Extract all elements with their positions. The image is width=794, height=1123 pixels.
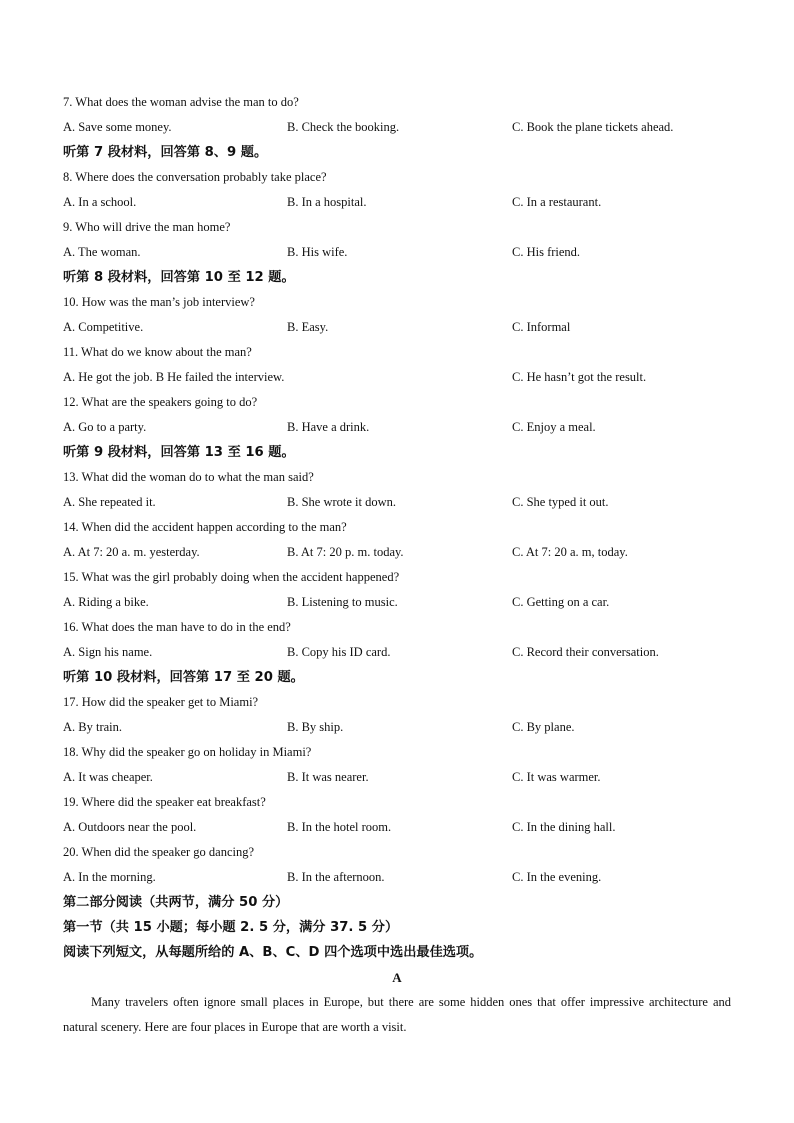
answer-options xyxy=(63,240,731,265)
question: 17. How did the speaker get to Miami? xyxy=(63,695,259,709)
passage-paragraph: Many travelers often ignore small places in Europe, but there are some hidden ones that offer impressive architecture and natural scenery. Here are four places in Europe that are worth a visit. xyxy=(63,995,731,1034)
answer-options xyxy=(63,115,731,140)
option-c: C. Record their conversation. xyxy=(512,645,659,659)
option-a: A. In a school. xyxy=(63,195,137,209)
section-heading: 阅读下列短文，从每题所给的 A、B、C、D 四个选项中选出最佳选项。 xyxy=(63,945,483,960)
question: 20. When did the speaker go dancing? xyxy=(63,845,255,859)
section-heading: 第一节（共 15 小题；每小题 2. 5 分，满分 37. 5 分） xyxy=(63,920,399,935)
option-a: A. Outdoors near the pool. xyxy=(63,820,197,834)
option-c: C. He hasn’t got the result. xyxy=(512,370,647,384)
question: 13. What did the woman do to what the man said? xyxy=(63,470,314,484)
option-b: B. Easy. xyxy=(287,320,329,334)
answer-options xyxy=(63,540,731,565)
question: 18. Why did the speaker go on holiday in Miami? xyxy=(63,745,312,759)
answer-options xyxy=(63,715,731,740)
option-b: B. At 7: 20 p. m. today. xyxy=(287,545,404,559)
exam-page xyxy=(63,90,731,1040)
option-c: C. At 7: 20 a. m, today. xyxy=(512,545,628,559)
question: 19. Where did the speaker eat breakfast? xyxy=(63,795,266,809)
option-a: A. She repeated it. xyxy=(63,495,156,509)
answer-options xyxy=(63,190,731,215)
option-c: C. Getting on a car. xyxy=(512,595,610,609)
option-a: A. Go to a party. xyxy=(63,420,147,434)
option-b: B. She wrote it down. xyxy=(287,495,397,509)
option-a: A. Save some money. xyxy=(63,120,172,134)
option-b: B. Check the booking. xyxy=(287,120,400,134)
answer-options xyxy=(63,640,731,665)
answer-options xyxy=(63,415,731,440)
question: 7. What does the woman advise the man to do? xyxy=(63,95,299,109)
option-b: B. It was nearer. xyxy=(287,770,369,784)
option-a: A. The woman. xyxy=(63,245,141,259)
option-c: C. Informal xyxy=(512,320,571,334)
option-c: C. She typed it out. xyxy=(512,495,609,509)
answer-options xyxy=(63,815,731,840)
option-c: C. His friend. xyxy=(512,245,581,259)
option-b: B. In a hospital. xyxy=(287,195,367,209)
option-a: A. By train. xyxy=(63,720,123,734)
option-c: C. Enjoy a meal. xyxy=(512,420,596,434)
option-c: C. It was warmer. xyxy=(512,770,601,784)
question: 9. Who will drive the man home? xyxy=(63,220,231,234)
question: 15. What was the girl probably doing when the accident happened? xyxy=(63,570,400,584)
option-b: B. In the hotel room. xyxy=(287,820,392,834)
option-b: B. In the afternoon. xyxy=(287,870,385,884)
option-b: B. Copy his ID card. xyxy=(287,645,391,659)
question: 16. What does the man have to do in the end? xyxy=(63,620,291,634)
option-a: A. Sign his name. xyxy=(63,645,153,659)
section-heading: 听第 7 段材料，回答第 8、9 题。 xyxy=(63,145,268,160)
passage-title: A xyxy=(392,970,402,985)
section-heading: 听第 10 段材料，回答第 17 至 20 题。 xyxy=(63,670,304,685)
option-b: B. By ship. xyxy=(287,720,344,734)
option-c: C. Book the plane tickets ahead. xyxy=(512,120,674,134)
answer-options xyxy=(63,865,731,890)
answer-options xyxy=(63,765,731,790)
option-c: C. In the dining hall. xyxy=(512,820,616,834)
option-a: A. Riding a bike. xyxy=(63,595,149,609)
option-b: B. Have a drink. xyxy=(287,420,370,434)
option-a: A. It was cheaper. xyxy=(63,770,153,784)
section-heading: 听第 9 段材料，回答第 13 至 16 题。 xyxy=(63,445,295,460)
option-c: C. In the evening. xyxy=(512,870,602,884)
answer-options xyxy=(63,315,731,340)
option-a: A. In the morning. xyxy=(63,870,156,884)
option-b: B. His wife. xyxy=(287,245,348,259)
option-c: C. In a restaurant. xyxy=(512,195,602,209)
option-a: A. He got the job. B He failed the interview. xyxy=(63,370,285,384)
section-heading: 第二部分阅读（共两节，满分 50 分） xyxy=(63,895,289,910)
question: 10. How was the man’s job interview? xyxy=(63,295,255,309)
option-b: B. Listening to music. xyxy=(287,595,398,609)
section-heading: 听第 8 段材料，回答第 10 至 12 题。 xyxy=(63,270,295,285)
answer-options xyxy=(63,590,731,615)
question: 11. What do we know about the man? xyxy=(63,345,252,359)
answer-options xyxy=(63,490,731,515)
question: 14. When did the accident happen according to the man? xyxy=(63,520,347,534)
question: 12. What are the speakers going to do? xyxy=(63,395,258,409)
answer-options xyxy=(63,365,731,390)
question: 8. Where does the conversation probably take place? xyxy=(63,170,327,184)
option-c: C. By plane. xyxy=(512,720,575,734)
option-a: A. At 7: 20 a. m. yesterday. xyxy=(63,545,200,559)
option-a: A. Competitive. xyxy=(63,320,144,334)
